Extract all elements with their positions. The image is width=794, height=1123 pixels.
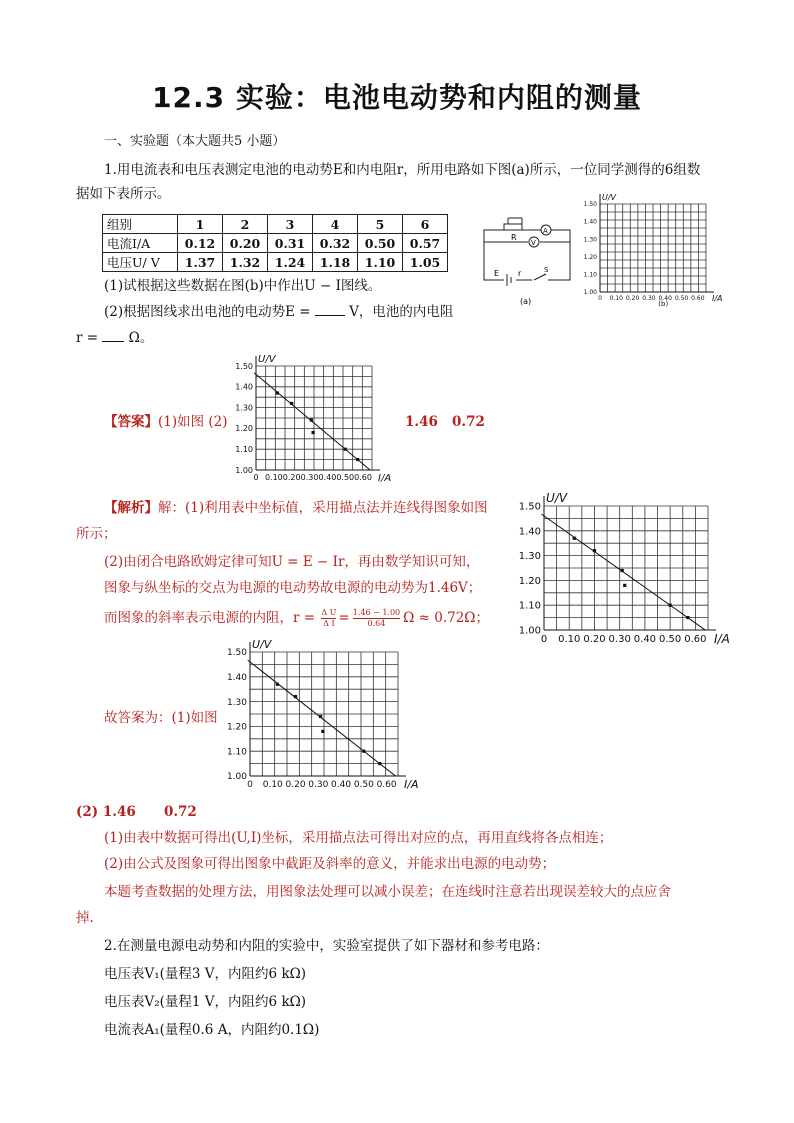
circuit-diagram [478,210,578,308]
data-table [102,214,448,272]
x-axis-label: I/A [714,632,730,646]
analysis-l1: 解：(1)利用表中坐标值，采用描点法并连线得图象如图 [158,500,488,516]
final-answer-values: (2) 1.46 0.72 [76,804,197,820]
emf-label: E [494,269,500,278]
q1-sub2-line2 [76,328,153,348]
table-cell: 0.50 [358,234,403,253]
ammeter-label: A [543,227,548,235]
y-tick-label: 1.20 [583,253,597,261]
analysis-l5: 而图象的斜率表示电源的内阻，r = $\frac{\text{Δ U}}{\text{Δ I}}$ = $\frac{1.46 - 1.00}{0.64}$ Ω ≈ 0.72Ω； [104,608,489,628]
frac2-num: 1.46 − 1.00 [352,608,401,617]
x-tick-label: 0.20 [285,780,306,790]
q1-sub2-a: (2)根据图线求出电池的电动势E = [104,304,311,320]
y-tick-label: 1.00 [235,465,253,475]
y-tick-label: 1.40 [235,382,253,392]
table-row [103,215,448,234]
data-point [593,549,596,552]
note-4: 掉. [76,910,94,926]
x-tick-label: 0.30 [308,780,329,790]
y-tick-label: 1.10 [226,747,247,758]
x-axis-label: I/A [404,778,419,791]
data-point [310,418,313,421]
fraction-delta [321,608,336,629]
x-tick-label: 0.30 [300,473,319,482]
x-tick-label: 0.10 [264,473,283,482]
data-point [294,695,297,698]
table-cell: 5 [358,215,403,234]
y-axis-label: U/V [602,193,617,202]
frac1-den: Δ I [323,619,335,628]
table-cell: 1.37 [178,253,223,272]
x-tick-label: 0.40 [318,473,337,482]
switch-label: S [544,266,549,274]
table-cell: 0.12 [178,234,223,253]
q2-item-3: 电流表A₁(量程0.6 A，内阻约0.1Ω) [104,1022,320,1038]
analysis-l5a: 而图象的斜率表示电源的内阻，r = [104,610,316,626]
analysis-label: 【解析】 [104,500,158,516]
y-tick-label: 1.30 [518,551,541,563]
data-point [573,537,576,540]
table-cell: 1.05 [403,253,448,272]
y-tick-label: 1.20 [518,575,541,587]
x-tick-label: 0.20 [625,295,640,302]
y-tick-label: 1.40 [583,218,597,226]
analysis-l2: 所示； [76,526,117,542]
note-2: (2)由公式及图象可得出图象中截距及斜率的意义，并能求出电源的电动势； [104,856,556,872]
x-tick-label: 0.10 [558,634,581,645]
table-cell: 0.31 [268,234,313,253]
data-point [312,431,315,434]
x-tick-label: 0.50 [674,295,689,302]
table-cell: 6 [403,215,448,234]
table-cell: 0.57 [403,234,448,253]
x-tick-label: 0.20 [583,634,606,645]
y-tick-label: 1.10 [583,271,597,279]
y-tick-label: 1.40 [518,526,541,538]
y-axis-label: U/V [252,638,272,651]
data-point [319,715,322,718]
section-heading: 一、实验题（本大题共5 小题） [104,134,286,149]
answer-line [104,412,228,432]
data-point [623,584,626,587]
answer-label: 【答案】 [104,414,158,430]
table-cell: 0.20 [223,234,268,253]
y-axis-label: U/V [258,354,276,365]
x-tick-label: 0 [247,780,253,790]
data-point [362,750,365,753]
x-tick-label: 0.10 [262,780,283,790]
analysis-l5b: Ω ≈ 0.72Ω； [403,610,489,626]
data-point [378,762,381,765]
q2-item-1: 电压表V₁(量程3 V，内阻约6 kΩ) [104,966,307,982]
data-point [356,458,359,461]
x-tick-label: 0.40 [633,634,657,645]
q1-sub2-d: Ω。 [128,330,154,346]
table-cell: 1.10 [358,253,403,272]
table-cell: 组别 [103,215,178,234]
q1-sub1: (1)试根据这些数据在图(b)中作出U − I图线。 [104,278,382,294]
x-tick-label: 0.60 [691,295,705,302]
y-tick-label: 1.50 [583,201,597,209]
q1-intro-line1: 1.用电流表和电压表测定电池的电动势E和内电阻r，所用电路如下图(a)所示，一位同学测得的6组数 [104,162,701,178]
x-tick-label: 0.40 [658,295,672,302]
internal-r-label: r [518,269,522,278]
y-tick-label: 1.40 [226,672,247,683]
data-point [276,683,279,686]
table-cell: 0.32 [313,234,358,253]
data-point [669,604,672,607]
final-answer-label: 故答案为：(1)如图 [104,710,218,726]
table-cell: 电流I/A [103,234,178,253]
chart-b-empty [570,192,723,310]
r-blank [102,329,124,342]
page-title: 12.3 实验：电池电动势和内阻的测量 [152,81,642,114]
y-tick-label: 1.30 [583,236,597,244]
y-tick-label: 1.30 [226,697,247,708]
table-cell: 4 [313,215,358,234]
x-tick-label: 0.20 [282,473,301,482]
x-axis-label: I/A [378,473,392,484]
y-axis-label: U/V [546,491,568,505]
voltmeter-label: V [531,239,536,247]
y-tick-label: 1.30 [235,403,253,413]
data-point [621,569,624,572]
q2-intro: 2.在测量电源电动势和内阻的实验中，实验室提供了如下器材和参考电路： [104,938,549,954]
y-tick-label: 1.00 [226,772,247,783]
resistor-label: R [511,233,517,242]
q1-sub2-b: V，电池的内电阻 [349,304,454,320]
answer-values: 1.46 0.72 [405,414,485,430]
answer-part1: (1)如图 (2) [158,414,228,430]
emf-blank [315,303,345,316]
x-tick-label: 0 [598,295,602,302]
x-tick-label: 0.30 [608,634,631,645]
y-tick-label: 1.00 [518,625,541,637]
y-tick-label: 1.50 [235,361,253,371]
data-point [686,616,689,619]
x-tick-label: 0.30 [642,295,656,302]
frac1-num: Δ U [321,608,337,617]
q2-item-2: 电压表V₂(量程1 V，内阻约6 kΩ) [104,994,307,1010]
x-tick-label: 0.10 [609,295,623,302]
y-tick-label: 1.10 [518,600,541,612]
table-cell: 3 [268,215,313,234]
table-cell: 电压U/ V [103,253,178,272]
data-point [276,391,279,394]
table-row [103,253,448,272]
q1-sub2-c: r = [76,330,99,346]
x-tick-label: 0.60 [376,780,397,790]
data-point [321,730,324,733]
chart-final [220,640,420,792]
fig-a-caption: (a) [520,297,532,306]
y-tick-label: 1.20 [235,424,253,434]
table-row [103,234,448,253]
x-tick-label: 0 [253,473,259,482]
q1-intro-line2: 据如下表所示。 [76,186,171,202]
x-tick-label: 0.60 [684,634,707,645]
table-cell: 1.24 [268,253,313,272]
x-tick-label: 0.60 [354,473,372,482]
q1-sub2 [104,302,453,322]
x-tick-label: 0.50 [659,634,682,645]
table-cell: 1.32 [223,253,268,272]
table-cell: 2 [223,215,268,234]
x-tick-label: 0.40 [331,780,352,790]
x-axis-label: I/A [712,294,723,303]
fig-b-caption: (b) [658,300,669,308]
data-point [290,402,293,405]
x-tick-label: 0 [540,634,548,645]
frac2-den: 0.64 [367,619,386,628]
chart-analysis [512,491,730,646]
analysis-l4: 图象与纵坐标的交点为电源的电动势故电源的电动势为1.46V； [104,580,482,596]
chart-answer [224,352,392,484]
fit-line [541,514,705,630]
y-tick-label: 1.50 [518,501,541,513]
x-tick-label: 0.50 [353,780,374,790]
note-3: 本题考查数据的处理方法，用图象法处理可以减小误差；在连线时注意若出现误差较大的点应舍 [104,884,671,900]
y-tick-label: 1.00 [583,289,597,297]
table-cell: 1 [178,215,223,234]
analysis-l3: (2)由闭合电路欧姆定律可知U = E − Ir，再由数学知识可知， [104,554,480,570]
fraction-values [353,608,400,629]
y-tick-label: 1.20 [226,722,247,733]
analysis-line1 [104,498,488,518]
data-point [344,448,347,451]
note-1: (1)由表中数据可得出(U,I)坐标，采用描点法可得出对应的点，再用直线将各点相连； [104,830,613,846]
y-tick-label: 1.10 [235,445,253,454]
y-tick-label: 1.50 [226,648,247,659]
table-cell: 1.18 [313,253,358,272]
x-tick-label: 0.50 [336,473,355,482]
